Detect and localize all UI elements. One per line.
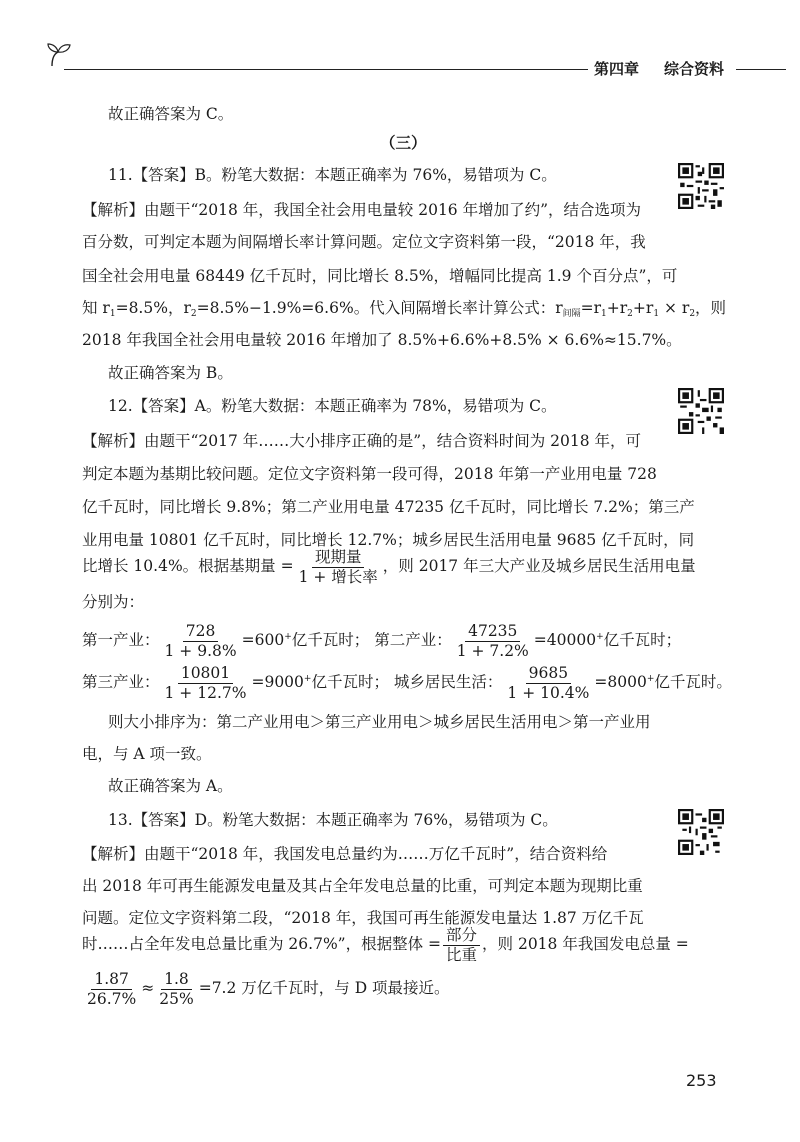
q11-text-line: 【解析】由题干“2018 年，我国全社会用电量较 2016 年增加了约”，结合选项为	[82, 201, 642, 219]
q12-text-line: 电，与 A 项一致。	[82, 745, 212, 763]
fraction: $\frac{1.8}{25\%}$	[159, 969, 194, 1008]
header-title: 综合资料	[664, 60, 725, 78]
q13-formula-line: $\frac{1.87}{26.7\%}$ ≈ $\frac{1.8}{25\%}$ =7.2 万亿千瓦时，与 D 项最接近。	[82, 968, 450, 1008]
q13-text-line: 出 2018 年可再生能源发电量及其占全年发电总量的比重，可判定本题为现期比重	[82, 877, 643, 895]
q11-answer-heading: 11.【答案】B。粉笔大数据：本题正确率为 76%，易错项为 C。	[108, 166, 557, 184]
fraction: $\frac{47235}{1 + 7.2\%}$	[456, 621, 529, 660]
fraction: $\frac{9685}{1 + 10.4\%}$	[507, 663, 590, 702]
q12-text-line: 则大小排序为：第二产业用电＞第三产业用电＞城乡居民生活用电＞第一产业用	[108, 713, 651, 731]
q12-text-line: 分别为：	[82, 593, 145, 611]
q12-calc-line: 第一产业： $\frac{728}{1 + 9.8\%}$ =600+亿千瓦时； 第二产业： $\frac{47235}{1 + 7.2\%}$ =40000+亿千瓦时；	[82, 621, 682, 660]
fraction: $\frac{1.87}{26.7\%}$	[87, 969, 137, 1008]
q12-text-line: 【解析】由题干“2017 年……大小排序正确的是”，结合资料时间为 2018 年，可	[82, 432, 642, 450]
q12-formula-line: 比增长 10.4%。根据基期量 = $\frac{\text{现期量}}{\text{1 + 增长率}}$ ，则 2017 年三大产业及城乡居民生活用电量	[82, 547, 696, 586]
q11-text-line: 2018 年我国全社会用电量较 2016 年增加了 8.5%+6.6%+8.5% × 6.6%≈15.7%。	[82, 331, 682, 349]
q11-text-line: 国全社会用电量 68449 亿千瓦时，同比增长 8.5%，增幅同比提高 1.9 个百分点”，可	[82, 267, 678, 285]
header-chapter: 第四章	[594, 60, 640, 78]
q13-answer-heading: 13.【答案】D。粉笔大数据：本题正确率为 76%，易错项为 C。	[108, 811, 558, 829]
fraction: $\frac{\text{部分}}{\text{比重}}$	[443, 927, 480, 964]
page-number: 253	[686, 1071, 717, 1090]
fraction: $\frac{728}{1 + 9.8\%}$	[164, 621, 237, 660]
qr-code-icon[interactable]	[678, 388, 724, 434]
header-rule-right	[736, 69, 786, 70]
qr-code-icon[interactable]	[678, 809, 724, 855]
q12-text-line: 亿千瓦时，同比增长 9.8%；第二产业用电量 47235 亿千瓦时，同比增长 7.2%；第三产	[82, 498, 695, 516]
q13-text-line: 【解析】由题干“2018 年，我国发电总量约为……万亿千瓦时”，结合资料给	[82, 845, 608, 863]
header-rule-left	[64, 69, 588, 70]
q12-text-line: 业用电量 10801 亿千瓦时，同比增长 12.7%；城乡居民生活用电量 9685 亿千瓦时，同	[82, 531, 695, 549]
q13-text-line: 问题。定位文字资料第二段，“2018 年，我国可再生能源发电量达 1.87 万亿千瓦	[82, 909, 644, 927]
q12-calc-line: 第三产业： $\frac{10801}{1 + 12.7\%}$ =9000+亿千瓦时； 城乡居民生活： $\frac{9685}{1 + 10.4\%}$ =8000+亿千瓦时。	[82, 663, 732, 702]
qr-code-icon[interactable]	[678, 163, 724, 209]
fraction: $\frac{\text{现期量}}{\text{1 + 增长率}}$	[298, 547, 378, 586]
q12-text-line: 判定本题为基期比较问题。定位文字资料第一段可得，2018 年第一产业用电量 728	[82, 465, 657, 483]
q13-formula-line: 时……占全年发电总量比重为 26.7%”，根据整体 = $\frac{\text{部分}}{\text{比重}}$ ，则 2018 年我国发电总量 =	[82, 925, 689, 964]
q11-correct-answer: 故正确答案为 B。	[108, 364, 233, 382]
fraction: $\frac{10801}{1 + 12.7\%}$	[164, 663, 247, 702]
answer-line: 故正确答案为 C。	[108, 105, 234, 123]
q11-text-line: 百分数，可判定本题为间隔增长率计算问题。定位文字资料第一段，“2018 年，我	[82, 233, 646, 251]
q11-formula-line: 知 $r_1=8.5\%$，$r_2=8.5\%-1.9\%=6.6\%$。代入间隔增长率计算公式：$r_{间隔}=r_1+r_2+r_1 \times r_2$，则	[82, 299, 727, 319]
q12-correct-answer: 故正确答案为 A。	[108, 777, 233, 795]
section-heading: （三）	[380, 134, 427, 152]
sprout-logo-icon	[44, 40, 74, 70]
q12-answer-heading: 12.【答案】A。粉笔大数据：本题正确率为 78%，易错项为 C。	[108, 397, 557, 415]
